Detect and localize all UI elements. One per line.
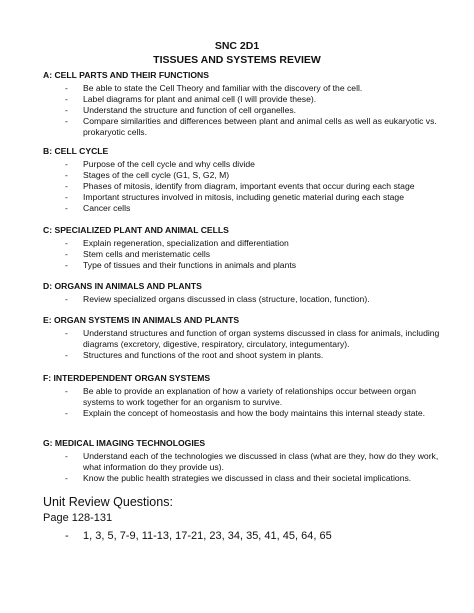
- list-item: - Cancer cells: [65, 203, 131, 213]
- section-heading: G: MEDICAL IMAGING TECHNOLOGIES: [43, 438, 206, 448]
- section-heading: E: ORGAN SYSTEMS IN ANIMALS AND PLANTS: [43, 315, 240, 325]
- document-title: TISSUES AND SYSTEMS REVIEW: [153, 54, 321, 66]
- course-code: SNC 2D1: [214, 40, 260, 52]
- section-a: [43, 70, 443, 138]
- section-heading: A: CELL PARTS AND THEIR FUNCTIONS: [43, 70, 209, 80]
- section-heading: B: CELL CYCLE: [43, 146, 109, 156]
- list-item: - Know the public health strategies we discussed in class and their societal implications.: [65, 473, 412, 483]
- unit-review: [43, 494, 443, 544]
- section-b: [43, 146, 443, 214]
- section-d: [43, 281, 443, 305]
- list-item: - Important structures involved in mitosis, including genetic material during each stage: [65, 192, 404, 202]
- list-item: - Compare similarities and differences between plant and animal cells as well as eukaryotic vs. prokaryotic cells.: [65, 116, 437, 137]
- section-heading: D: ORGANS IN ANIMALS AND PLANTS: [43, 281, 202, 291]
- list-item: - Be able to state the Cell Theory and familiar with the discovery of the cell.: [65, 83, 363, 93]
- section-c: [43, 225, 443, 271]
- review-page-range: Page 128-131: [43, 512, 113, 524]
- list-item: - Understand structures and function of organ systems discussed in class for animals, including diagrams (excretory, digestive, respiratory, circulatory, integumentary).: [65, 328, 440, 349]
- list-item: - Understand each of the technologies we discussed in class (what are they, how do they work, what information do they provide us).: [65, 451, 439, 472]
- list-item: - Purpose of the cell cycle and why cells divide: [65, 159, 255, 169]
- list-item: - Label diagrams for plant and animal cell (I will provide these).: [65, 94, 317, 104]
- list-item: - Stages of the cell cycle (G1, S, G2, M): [65, 170, 230, 180]
- review-question-list: - 1, 3, 5, 7-9, 11-13, 17-21, 23, 34, 35, 41, 45, 64, 65: [65, 530, 332, 542]
- list-item: - Type of tissues and their functions in animals and plants: [65, 260, 297, 270]
- list-item: - Be able to provide an explanation of how a variety of relationships occur between organ systems to work together for an organism to survive.: [65, 386, 416, 407]
- review-title: Unit Review Questions:: [43, 495, 173, 509]
- section-heading: F: INTERDEPENDENT ORGAN SYSTEMS: [43, 373, 211, 383]
- section-g: [43, 438, 443, 484]
- list-item: - Explain regeneration, specialization and differentiation: [65, 238, 289, 248]
- list-item: - Structures and functions of the root and shoot system in plants.: [65, 350, 324, 360]
- list-item: - Phases of mitosis, identify from diagram, important events that occur during each stage: [65, 181, 415, 191]
- section-f: [43, 373, 443, 419]
- list-item: - Explain the concept of homeostasis and how the body maintains this internal steady state.: [65, 408, 426, 418]
- list-item: - Understand the structure and function of cell organelles.: [65, 105, 297, 115]
- section-heading: C: SPECIALIZED PLANT AND ANIMAL CELLS: [43, 225, 229, 235]
- list-item: - Review specialized organs discussed in class (structure, location, function).: [65, 294, 370, 304]
- list-item: - Stem cells and meristematic cells: [65, 249, 211, 259]
- section-e: [43, 315, 443, 361]
